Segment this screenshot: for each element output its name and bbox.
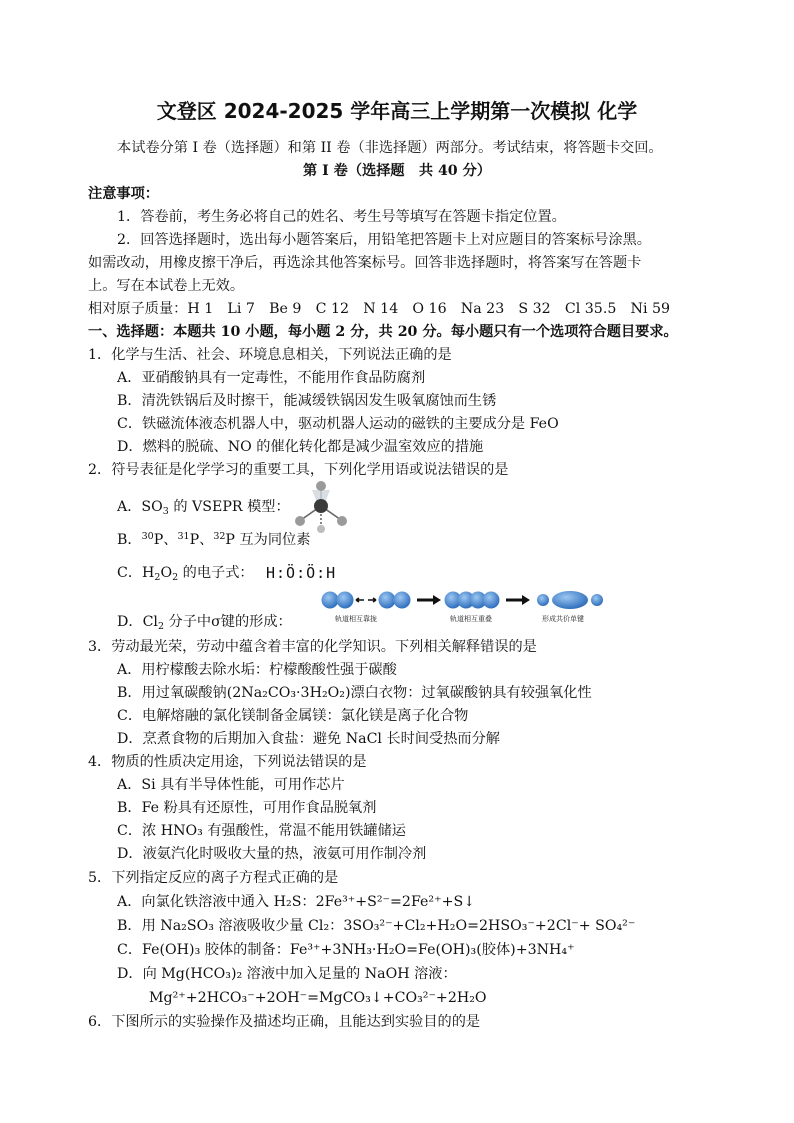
q5-option-d-equation: Mg²⁺+2HCO₃⁻+2OH⁻=MgCO₃↓+CO₃²⁻+2H₂O: [149, 990, 487, 1006]
q3-option-c: C．电解熔融的氯化镁制备金属镁：氯化镁是离子化合物: [117, 708, 469, 724]
q1-option-a: A．亚硝酸钠具有一定毒性，不能用作食品防腐剂: [117, 370, 426, 386]
stage2-label: 轨道相互重叠: [450, 615, 492, 623]
q2-b-sym-1: P: [153, 532, 164, 548]
q5-option-b: B．用 Na₂SO₃ 溶液吸收少量 Cl₂：3SO₃²⁻+Cl₂+H₂O=2HSO₃⁻+2Cl⁻+ SO₄²⁻: [117, 918, 636, 934]
note-1: 1．答卷前，考生务必将自己的姓名、考生号等填写在答题卡指定位置。: [117, 209, 566, 225]
q2-d-suffix: 分子中σ键的形成：: [164, 614, 292, 630]
q2-stem: 2．符号表征是化学学习的重要工具，下列化学用语或说法错误的是: [88, 462, 509, 478]
q2-option-d: [117, 612, 292, 632]
q5-option-a: A．向氯化铁溶液中通入 H₂S：2Fe³⁺+S²⁻=2Fe²⁺+S↓: [117, 894, 476, 910]
note-2-cont: 如需改动，用橡皮擦干净后，再选涂其他答案标号。回答非选择题时，将答案写在答题卡: [88, 255, 642, 271]
exam-intro: 本试卷分第 I 卷（选择题）和第 II 卷（非选择题）两部分。考试结束，将答题卡交回。: [117, 140, 663, 156]
q2-a-sub: 3: [162, 506, 169, 517]
q2-b-mass-32: 32: [213, 531, 226, 542]
q2-b-sep-1: 、: [163, 532, 178, 548]
stage3-label: 形成共价单键: [542, 615, 584, 623]
q2-b-lead: B．: [117, 532, 142, 548]
q4-option-a: A．Si 具有半导体性能，可用作芯片: [117, 777, 345, 793]
q4-option-c: C．浓 HNO₃ 有强酸性，常温不能用铁罐储运: [117, 823, 406, 839]
cl2-sigma-bond-diagram: [320, 588, 620, 626]
q3-option-a: A．用柠檬酸去除水垢：柠檬酸酸性强于碳酸: [117, 662, 397, 678]
section-heading: 第 I 卷（选择题 共 40 分）: [302, 163, 491, 179]
q2-option-a: [117, 497, 290, 517]
q2-b-sep-2: 、: [199, 532, 214, 548]
q2-c-prefix: C．H: [117, 565, 155, 581]
q4-stem: 4．物质的性质决定用途，下列说法错误的是: [88, 754, 367, 770]
exam-title: 文登区 2024-2025 学年高三上学期第一次模拟 化学: [156, 99, 638, 123]
q2-c-sub2: 2: [172, 572, 179, 583]
q4-option-b: B．Fe 粉具有还原性，可用作食品脱氧剂: [117, 800, 377, 816]
q2-b-sym-3: P: [225, 532, 235, 548]
q4-option-d: D．液氨汽化时吸收大量的热，液氨可用作制冷剂: [117, 846, 427, 862]
q5-stem: 5．下列指定反应的离子方程式正确的是: [88, 870, 339, 886]
q5-option-c: C．Fe(OH)₃ 胶体的制备：Fe³⁺+3NH₃·H₂O=Fe(OH)₃(胶体)+3NH₄⁺: [117, 942, 575, 958]
q3-option-b: B．用过氧碳酸钠(2Na₂CO₃·3H₂O₂)漂白衣物：过氧碳酸钠具有较强氧化性: [117, 685, 592, 701]
q1-option-c: C．铁磁流体液态机器人中，驱动机器人运动的磁铁的主要成分是 FeO: [117, 416, 559, 432]
q2-b-mass-31: 31: [177, 531, 190, 542]
note-2: 2．回答选择题时，选出每小题答案后，用铅笔把答题卡上对应题目的答案标号涂黑。: [117, 232, 651, 248]
q1-option-b: B．清洗铁锅后及时擦干，能减缓铁锅因发生吸氧腐蚀而生锈: [117, 393, 497, 409]
q2-c-suffix: 的电子式：: [178, 565, 254, 581]
q2-option-c: [117, 563, 254, 583]
q2-b-tail: 互为同位素: [234, 532, 311, 548]
q3-option-d: D．烹煮食物的后期加入食盐：避免 NaCl 长时间受热而分解: [117, 731, 500, 747]
part1-heading: 一、选择题：本题共 10 小题，每小题 2 分，共 20 分。每小题只有一个选项符合题目要求。: [88, 324, 678, 340]
q2-c-sub1: 2: [154, 572, 161, 583]
q3-stem: 3．劳动最光荣，劳动中蕴含着丰富的化学知识。下列相关解释错误的是: [88, 639, 537, 655]
q2-b-sym-2: P: [189, 532, 200, 548]
stage1-label: 轨道相互靠拢: [335, 615, 377, 623]
q2-c-mid: O: [160, 565, 173, 581]
note-2-end: 上。写在本试卷上无效。: [88, 278, 245, 294]
so3-vsepr-model-image: [290, 478, 352, 536]
q2-a-prefix: A．SO: [117, 499, 163, 515]
q2-d-sub: 2: [157, 621, 165, 632]
q2-b-mass-30: 30: [141, 531, 154, 542]
q5-option-d: D．向 Mg(HCO₃)₂ 溶液中加入足量的 NaOH 溶液：: [117, 966, 457, 982]
atomic-masses: 相对原子质量：H 1 Li 7 Be 9 C 12 N 14 O 16 Na 23 S 32 Cl 35.5 Ni 59: [88, 301, 671, 317]
h2o2-electron-formula: H:Ö:Ö:H: [266, 564, 337, 582]
q1-stem: 1．化学与生活、社会、环境息息相关，下列说法正确的是: [88, 347, 452, 363]
q6-stem: 6．下图所示的实验操作及描述均正确，且能达到实验目的的是: [88, 1014, 481, 1030]
q2-option-b: [117, 530, 310, 550]
q2-a-suffix: 的 VSEPR 模型：: [168, 499, 290, 515]
q2-d-prefix: D．Cl: [117, 614, 158, 630]
q1-option-d: D．燃料的脱硫、NO 的催化转化都是减少温室效应的措施: [117, 439, 484, 455]
notes-heading: 注意事项：: [88, 186, 159, 202]
